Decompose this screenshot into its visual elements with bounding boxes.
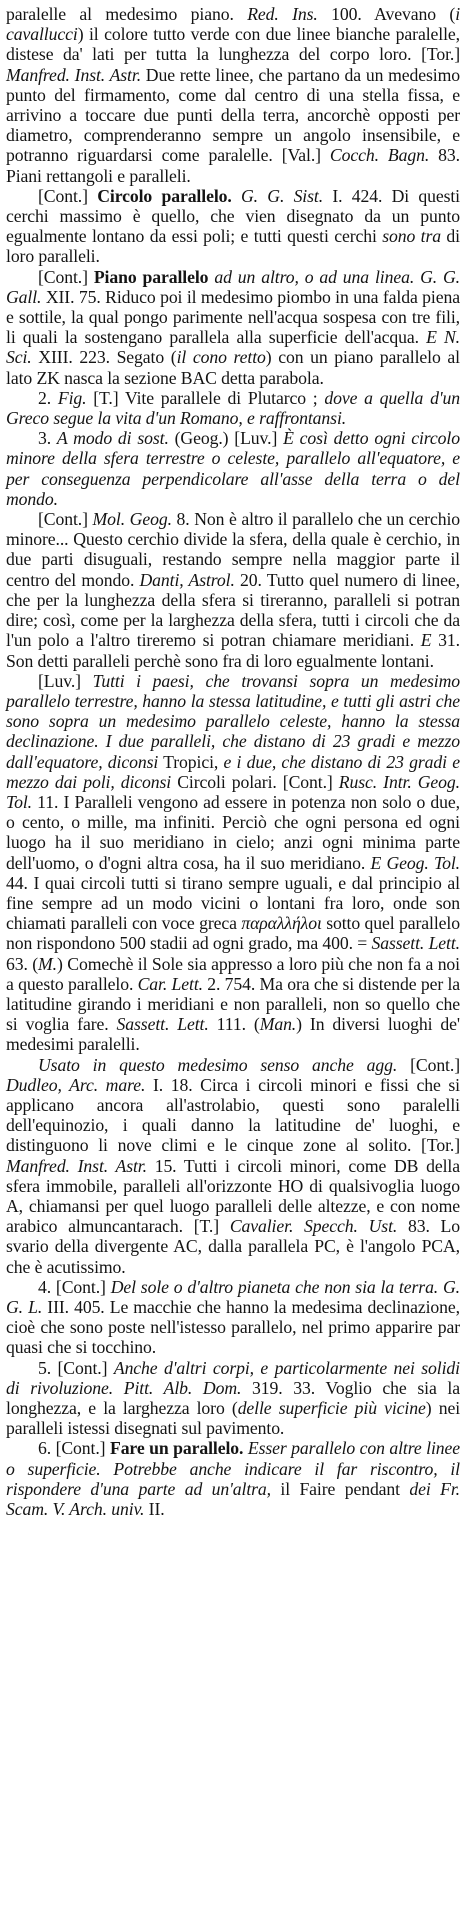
body-text: ) Comechè il Sole sia appresso a loro più che non fa a noi a questo parallelo. — [6, 953, 460, 994]
dictionary-paragraph — [6, 4, 460, 186]
italic-text: Tutti i paesi, che trovansi sopra un medesimo parallelo terrestre, hanno la stessa latitudine, e tutti gli astri che sono sopra un medesimo parallelo celeste, hanno la stessa declinazione. I due paralleli, che distano di 23 gradi e mezzo dall'equatore, diconsi — [6, 670, 460, 772]
body-text: 5. [Cont.] — [38, 1357, 114, 1378]
bold-headword: Piano parallelo — [93, 266, 209, 287]
body-text: di loro paralleli. — [6, 226, 460, 267]
body-text: 2. — [38, 387, 58, 408]
italic-text: Del sole o d'altro pianeta che non sia la terra. G. G. L. — [6, 1276, 460, 1317]
body-text: 83. Piani rettangoli e paralleli. — [6, 145, 460, 186]
body-text: ) nei paralleli istessi disegnati sul pavimento. — [6, 1398, 461, 1439]
body-text: 8. Non è altro il parallelo che un cerchio minore... Questo cerchio divide la sfera, della quale è cerchio, in due parti disuguali, restando sempre nella maggior parte il centro del mondo. — [6, 509, 461, 590]
body-text: [T.] Vite parallele di Plutarco ; — [86, 387, 325, 408]
italic-text: Fig. — [57, 387, 87, 408]
body-text: [Luv.] — [38, 670, 93, 691]
body-text: sotto quel parallelo non rispondono 500 stadii ad ogni grado, ma 400. = — [6, 913, 460, 954]
body-text: XIII. 223. Segato ( — [31, 347, 177, 368]
italic-text: e i due, che distano di 23 gradi e mezzo dai poli, diconsi — [6, 751, 460, 792]
italic-text: ad un altro, o ad una linea. G. G. Gall. — [6, 266, 460, 307]
body-text: 6. [Cont.] — [38, 1438, 110, 1459]
italic-text: Usato in questo medesimo senso anche agg. — [38, 1054, 398, 1075]
dictionary-paragraph — [6, 1358, 460, 1439]
body-text: paralelle al medesimo piano. — [6, 4, 248, 24]
dictionary-paragraph — [6, 388, 460, 428]
italic-text: Anche d'altri corpi, e particolarmente nei solidi di rivoluzione. Pitt. Alb. Dom. — [6, 1357, 460, 1398]
body-text: 3. — [38, 428, 57, 449]
body-text: XII. 75. Riduco poi il medesimo piombo in una falda piena e sottile, la qual pongo parimente nell'acqua sospesa con tre fili, li quali la sostengano parallela alla superficie dell'acqua. — [6, 286, 460, 348]
italic-text: Rusc. Intr. Geog. Tol. — [6, 771, 460, 812]
body-text: 100. Avevano ( — [317, 4, 456, 24]
body-text: ) In diversi luoghi de' medesimi paralelli. — [6, 1014, 460, 1055]
dictionary-paragraph — [6, 186, 460, 267]
italic-text: dove a quella d'un Greco segue la vita d'un Romano, e raffrontansi. — [6, 387, 460, 429]
body-text: 83. Lo svario della divergente AC, dalla parallela PC, è l'angolo PCA, che è acutissimo. — [6, 1216, 460, 1277]
italic-text: Mol. Geog. — [92, 509, 172, 530]
italic-text: sono tra — [382, 226, 442, 247]
italic-text: Manfred. Inst. Astr. — [6, 1155, 147, 1176]
italic-text: E Geog. Tol. — [370, 852, 461, 873]
bold-headword: Circolo parallelo. — [97, 185, 232, 206]
body-text: [Cont.] — [38, 185, 98, 206]
body-text: 63. ( — [6, 953, 39, 974]
body-text: 4. [Cont.] — [38, 1276, 111, 1297]
body-text: 111. ( — [208, 1014, 260, 1035]
italic-text: A modo di sost. — [56, 428, 169, 449]
dictionary-paragraph — [6, 1277, 460, 1358]
italic-text: Red. Ins. — [247, 4, 318, 24]
body-text — [232, 186, 241, 206]
italic-text: il cono retto — [176, 347, 266, 368]
dictionary-paragraph — [6, 1438, 460, 1519]
dictionary-paragraph — [6, 671, 460, 1055]
italic-text: i cavallucci — [6, 4, 461, 45]
italic-text: Sassett. Lett. — [371, 933, 461, 954]
italic-text: Car. Lett. — [137, 973, 203, 994]
body-text: il Faire pendant — [271, 1478, 410, 1499]
bold-headword: Fare un parallelo. — [109, 1438, 244, 1459]
italic-text: Cavalier. Specch. Ust. — [229, 1216, 398, 1237]
body-text: 2. 754. Ma ora che si distende per la latitudine girando i meridiani e non paralleli, non so quello che si voglia fare. — [6, 973, 461, 1035]
body-text: Due rette linee, che partano da un medesimo punto del firmamento, come dal centro di una stella fissa, e arrivino a toccare due punti della terra, ancorchè opposti per diametro, comprenderanno sempre un angolo insensibile, e potranno riguardarsi come paralelle. [Val.] — [6, 64, 460, 166]
italic-text: dei Fr. Scam. V. Arch. univ. — [6, 1478, 460, 1520]
body-text: III. 405. Le macchie che hanno la medesima declinazione, cioè che sono poste nell'istesso parallelo, nel primo apparire par quasi che si tocchino. — [6, 1297, 460, 1358]
body-text: [Cont.] — [397, 1054, 460, 1075]
body-text: [Cont.] — [38, 509, 93, 530]
italic-text: Esser parallelo con altre linee o superficie. Potrebbe anche indicare il far riscontro, il rispondere d'una parte ad un'altra, — [6, 1438, 460, 1499]
body-text: I. 18. Circa i circoli minori e fissi che si applicano ancora all'astrolabio, questi sono paralelli dell'equinozio, i quali danno la latitudine de' luoghi, e distinguono li nove climi e le cinque zone al solito. [Tor.] — [6, 1074, 460, 1156]
body-text: 44. I quai circoli tutti si tirano sempre uguali, e dal principio al fine sempre ad un modo vicini o lontani fra loro, onde son chiamati paralleli con voce greca — [6, 872, 460, 934]
italic-text: Dudleo, Arc. mare. — [6, 1074, 146, 1095]
italic-text: G. G. Sist. — [241, 185, 324, 206]
italic-text: E N. Sci. — [6, 327, 460, 368]
italic-text: Man. — [259, 1014, 297, 1035]
dictionary-paragraph — [6, 267, 460, 388]
italic-text: Cocch. Bagn. — [329, 145, 430, 166]
italic-text: È così detto ogni circolo minore della sfera terrestre o celeste, parallelo all'equatore, e per conseguenza perpendicolare all'asse della terra o del mondo. — [6, 428, 460, 509]
dictionary-paragraph — [6, 428, 460, 509]
italic-text: Manfred. Inst. Astr. — [6, 64, 142, 85]
body-text: Circoli polari. [Cont.] — [171, 771, 339, 792]
italic-text: delle superficie più vicine — [237, 1398, 426, 1419]
body-text: Tropici, — [158, 751, 224, 772]
body-text: 31. Son detti paralleli perchè sono fra di loro egualmente lontani. — [6, 630, 460, 671]
body-text: ) con un piano parallelo al lato ZK nasca la sezione BAC detta parabola. — [6, 347, 460, 388]
body-text: 11. I Paralleli vengono ad essere in potenza non solo o due, o cento, o mille, ma infiniti. Perciò che ogni persona ed ogni luogo ha il suo meridiano in cielo; anzi ogni minima parte dell'uomo, o d'ogni altra cosa, ha il suo meridiano. — [6, 791, 460, 873]
body-text: 15. Tutti i circoli minori, come DB della sfera immobile, paralleli all'orizzonte HO di qualsivoglia luogo A, chiamansi per quel luogo paralleli delle altezze, e con nome arabico almuncantarach. [T.] — [6, 1155, 460, 1237]
dictionary-paragraph — [6, 509, 460, 671]
dictionary-paragraph — [6, 1055, 460, 1277]
body-text: [Cont.] — [38, 266, 94, 287]
italic-text: Sassett. Lett. — [116, 1014, 209, 1035]
body-text: ) il colore tutto verde con due linee bianche paralelle, distese da' lati per tutta la lunghezza del corpo loro. [Tor.] — [6, 24, 460, 65]
body-text: (Geog.) [Luv.] — [168, 428, 284, 449]
body-text: 319. 33. Voglio che sia la longhezza, e la larghezza loro ( — [6, 1377, 460, 1419]
italic-text: E — [420, 630, 432, 651]
italic-text: παραλλήλοι — [241, 913, 322, 934]
italic-text: Danti, Astrol. — [139, 569, 235, 590]
body-text: II. — [144, 1499, 165, 1520]
italic-text: M. — [38, 953, 58, 974]
body-text: 20. Tutto quel numero di linee, che per la lunghezza della sfera si tireranno, paralleli si potran dire; così, come per la larghezza della sfera, tutti i circoli che da l'un polo a l'altro tireremo si potran chiamare meridiani. — [6, 569, 461, 651]
body-text: I. 424. Di questi cerchi massimo è quello, che vien disegnato da un punto egualmente lontano da essi poli; e tutti questi cerchi — [6, 185, 460, 247]
